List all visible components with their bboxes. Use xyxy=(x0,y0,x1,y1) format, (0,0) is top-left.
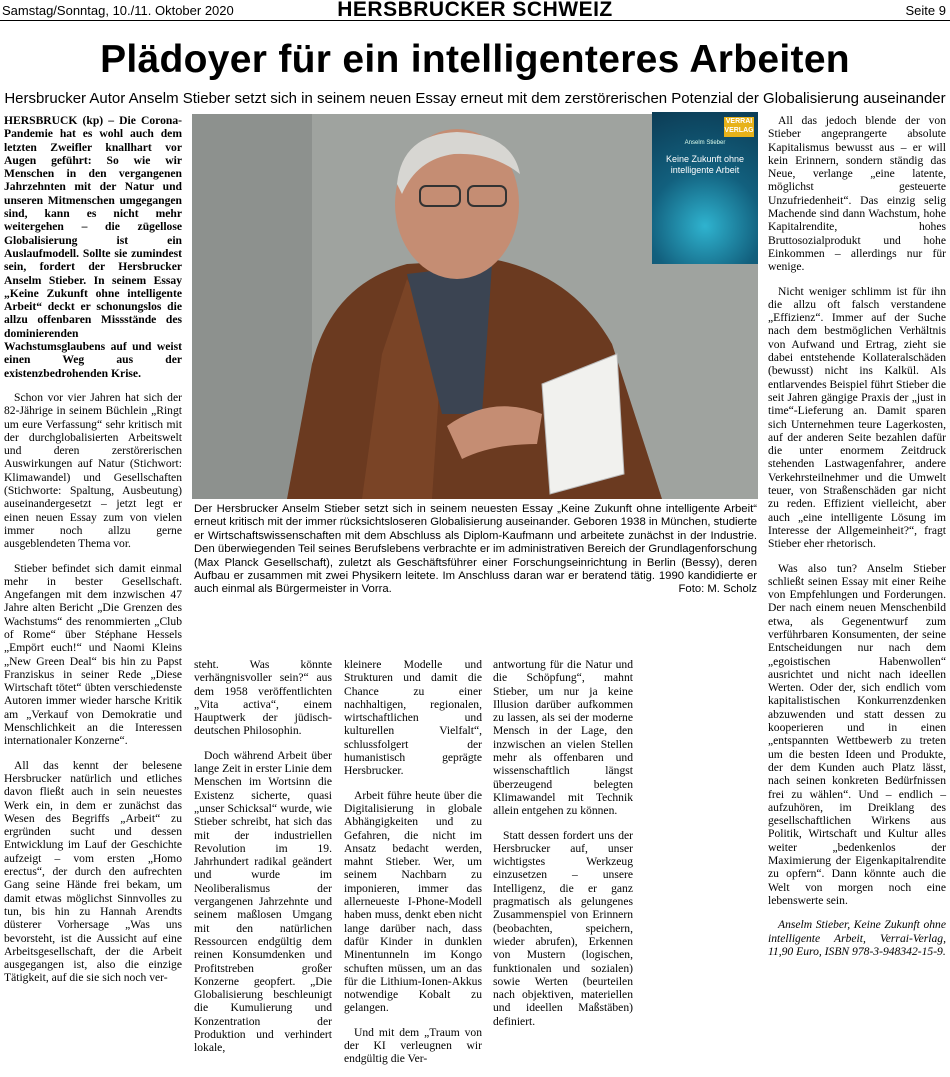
paragraph: Stieber befindet sich damit einmal mehr in bester Gesellschaft. Angefangen mit dem inzwischen 47 Jahre alten Bericht „Die Grenzen des Wachstums“ des renommierten „Club of Rome“ über Stéphane Hessels „Empört euch!“ und Naomi Kleins „New Green Deal“ bis hin zu Papst Franziskus in seiner Rede „Diese Wirtschaft tötet“ übten verschiedenste Autoren immer wieder harsche Kritik am „Verkauf von Demokratie und Menschlichkeit an die Interessen internationaler Konzerne“. xyxy=(4,561,182,748)
paragraph: Statt dessen fordert uns der Hersbrucker auf, unser wichtigstes Werkzeug einzusetzen – unsere Intelligenz, die er ganz pragmatisch als gelungenes Zusammenspiel von Erinnern (beobachten, speichern, wieder abrufen), Erkennen von Mustern (logischen, funktionalen und sozialen) sowie Werten (beurteilen nach objektiven, materiellen und ideellen Maßstäben) definiert. xyxy=(493,828,633,1028)
paragraph: Und mit dem „Traum von der KI verleugnen wir endgültig die Ver- xyxy=(344,1025,482,1066)
publisher-badge: VERRAI VERLAG xyxy=(724,117,754,137)
book-reference: Anselm Stieber, Keine Zukunft ohne intelligente Arbeit, Verrai-Verlag, 11,90 Euro, ISBN 978-3-948342-15-9. xyxy=(768,918,946,958)
subheadline: Hersbrucker Autor Anselm Stieber setzt sich in seinem neuen Essay erneut mit dem zerstörerischen Potenzial der Globalisierung auseinander xyxy=(4,90,946,107)
paragraph: All das jedoch blende der von Stieber angeprangerte absolute Kapitalismus bewusst aus – er will kein Erinnern, sondern ständig das Neue, verlange „eine latente, möglichst gesteuerte Unzufriedenheit“. Das einzig selig Machende sind dann Wachstum, hohe Kapitalrendite, hohes Bruttosozialprodukt und hohe Einkommen – allerdings nur für wenige. xyxy=(768,114,946,274)
book-title: Keine Zukunft ohne intelligente Arbeit xyxy=(665,154,745,175)
book-author: Anselm Stieber xyxy=(684,140,726,146)
article-column-4 xyxy=(493,658,633,1039)
paragraph: steht. Was könnte verhängnisvoller sein?“ aus dem 1958 veröffentlichten „Vita activa“, einem Hauptwerk der jüdisch-deutschen Philosophin. xyxy=(194,658,332,738)
paragraph: Schon vor vier Jahren hat sich der 82-Jährige in seinem Büchlein „Ringt um eure Verfassung“ sehr kritisch mit der durchglobalisierten Arbeitswelt und deren zerstörerischen Auswirkungen auf Natur (Stichwort: Klimawandel) und Gesellschaften (Stichworte: Spaltung, Ausbeutung) auseinandergesetzt – jetzt legt er einen neuen Essay zum von vielen immer noch allzu gerne ausgeblendeten Thema vor. xyxy=(4,390,182,551)
article-column-2 xyxy=(194,658,332,1066)
article-column-1 xyxy=(4,114,182,996)
paragraph: Doch während Arbeit über lange Zeit in erster Linie dem Menschen im Wortsinn die Existenz sicherte, quasi „unser Schicksal“ wurde, wie Stieber schreibt, hat sich das mit der industriellen Revolution im 19. Jahrhundert radikal geändert und wurde im Neoliberalismus der vergangenen Jahrzehnte und seinem maßlosen Umgang mit den natürlichen Ressourcen endgültig dem reinen Konsumdenken und Profitstreben großer Konzerne geopfert. „Die Globalisierung beschleunigt die Kumulierung und Konzentration der Produktion und verhindert lokale, xyxy=(194,748,332,1055)
paragraph: All das kennt der belesene Hersbrucker natürlich und etliches davon fließt auch in sein neuestes Werk ein, in dem er zunächst das Wesen des Begriffs „Arbeit“ zu ergründen sucht und dessen Entwicklung im Lauf der Geschichte aufzeigt – vom ersten „Homo erectus“, der durch den aufrechten Gang seine Hände frei bekam, um damit etwas möglichst Sinnvolles zu tun, bis hin zu Hannah Arendts düsterer Vorhersage „Was uns bevorsteht, ist die Aussicht auf eine Arbeitsgesellschaft, der die Arbeit ausgegangen ist, also die einzige Tätigkeit, auf die sie sich noch ver- xyxy=(4,758,182,985)
photo-caption xyxy=(194,503,757,597)
paragraph: Was also tun? Anselm Stieber schließt seinen Essay mit einer Reihe von Empfehlungen und Forderungen. Der nach einem neuen Menschenbild etwa, als Gegenentwurf zum verführbaren Konsumenten, der seine Entscheidungen nur nach dem „egoistischen Habenwollen“ ausrichtet und nicht nach ideellen Werten. Oder der, sich endlich vom kapitalistischen Konkurrenzdenken abzuwenden und statt dessen zu kooperieren und in einen „entspannten Wettbewerb zu treten um die besten Ideen und Produkte, der dem Kunden auch Platz lässt, nach seinen konkreten Bedürfnissen frei zu wählen“. Und – endlich – aufzuhören, im Dreiklang des gesellschaftlichen Wirkens aus Politik, Wirtschaft und Kultur alles weiter „bedenkenlos der Maximierung der Eigenkapitalrendite zu opfern“. Dann könnte auch die Welt von morgen noch eine lebenswerte sein. xyxy=(768,561,946,907)
headline: Plädoyer für ein intelligenteres Arbeiten xyxy=(100,38,850,81)
book-cover xyxy=(652,112,758,264)
article-column-5 xyxy=(768,114,946,969)
paragraph: Arbeit führe heute über die Digitalisierung in globale Abhängigkeiten und zu Gefahren, die nicht im Ansatz bedacht werden, mahnt Stieber. Wer, um seinem Nachbarn zu imponieren, immer das allerneueste I-Phone-Modell haben muss, denkt eben nicht lange darüber nach, dass dafür Kinder in dunklen Minentunneln im Kongo schuften müssen, um an das für die Lithium-Ionen-Akkus notwendige Kobalt zu gelangen. xyxy=(344,788,482,1015)
photo-credit: Foto: M. Scholz xyxy=(678,583,757,596)
paragraph: kleinere Modelle und Strukturen und damit die Chance zu einer nachhaltigen, regionalen, wirtschaftlichen und kulturellen Vielfalt“, schlussfolgert der humanistisch geprägte Hersbrucker. xyxy=(344,658,482,778)
article-column-3 xyxy=(344,658,482,1077)
paragraph: Nicht weniger schlimm ist für ihn die allzu oft falsch verstandene „Effizienz“. Immer auf der Suche nach dem bestmöglichen Verhältnis von Aufwand und Ertrag, zieht sie dabei entstehende Kollateralschäden (bewusst) nicht ins Kalkül. Als entlarvendes Beispiel führt Stieber die seit Jahren gängige Praxis der „just in time“-Lieferung an. Damit sparen sich Unternehmen teure Lagerkosten, auf der anderen Seite bezahlen dafür die unter enormem Zeitdruck stehenden Lastwagenfahrer, andere Verkehrsteilnehmer und die Umwelt teuer, von Straßenschäden gar nicht zu reden. Effizient vielleicht, aber auch „eine intelligente Lösung im Interesse der Allgemeinheit?“, fragt Stieber eher rhetorisch. xyxy=(768,284,946,551)
paragraph: antwortung für die Natur und die Schöpfung“, mahnt Stieber, um nur ja keine Illusion darüber aufkommen zu lassen, als sei der moderne Mensch in der Lage, den inzwischen an vielen Stellen mehr als offenbaren und wissenschaftlich längst überzeugend belegten Klimawandel mit Technik allein entgehen zu können. xyxy=(493,658,633,818)
caption-text: Der Hersbrucker Anselm Stieber setzt sich in seinem neuesten Essay „Keine Zukunft ohne intelligente Arbeit“ erneut kritisch mit der immer rücksichtsloseren Globalisierung auseinander. Geboren 1938 in München, studierte er Wirtschaftswissenschaften mit dem Abschluss als Diplom-Kaufmann und arbeitete zunächst in der Industrie. Den überwiegenden Teil seines Berufslebens verbrachte er im administrativen Bereich der Grundlagenforschung (Max Planck Gesellschaft), zuletzt als Geschäftsführer einer Forschungseinrichtung in Berlin (Bessy), deren Aufbau er zusammen mit zwei Physikern leitete. Im Anschluss daran war er beratend tätig. 1990 kandidierte er auch einmal als Bürgermeister in Vorra. xyxy=(194,503,757,596)
section-title: HERSBRUCKER SCHWEIZ xyxy=(337,0,613,21)
issue-date: Samstag/Sonntag, 10./11. Oktober 2020 xyxy=(2,3,234,18)
lead-paragraph: HERSBRUCK (kp) – Die Corona-Pandemie hat es wohl auch dem letzten Zweifler knallhart vor Augen geführt: So wie wir Menschen in den vergangenen Jahrzehnten mit der Natur und unseren Mitmenschen umgegangen sind, kann es nicht mehr weitergehen – die zügellose Globalisierung ist ein Auslaufmodell. Sollte sie zumindest sein, fordert der Hersbrucker Anselm Stieber. In seinem Essay „Keine Zukunft ohne intelligente Arbeit“ deckt er schonungslos die allzu offenbaren Missstände des dominierenden Wachstumsglaubens auf und weist einen Weg aus der existenzbedrohenden Krise. xyxy=(4,114,182,380)
page-header xyxy=(0,0,950,21)
page-number: Seite 9 xyxy=(905,3,946,18)
